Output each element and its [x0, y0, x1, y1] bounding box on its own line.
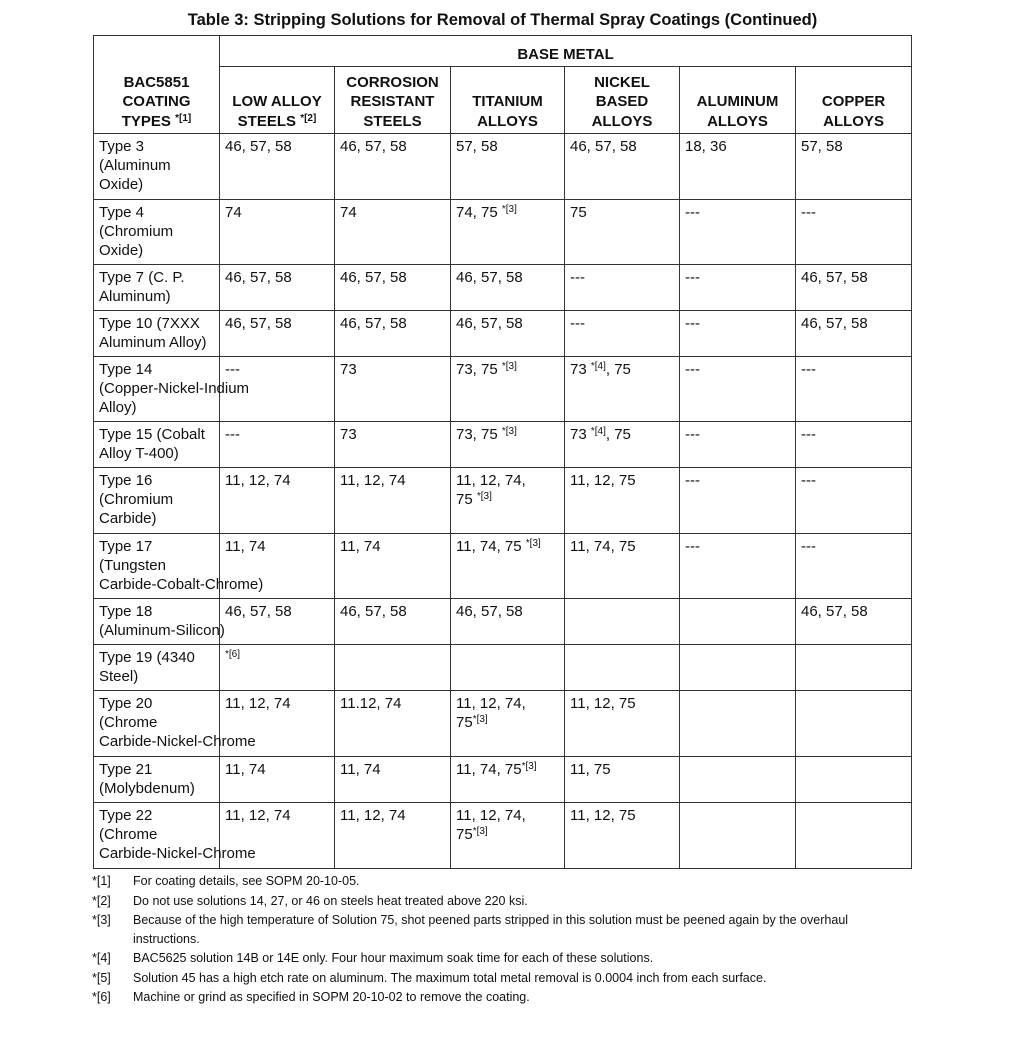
coating-type-line: (Chromium: [99, 223, 174, 240]
coating-type-cell: [94, 357, 250, 422]
solution-cell: [451, 645, 565, 691]
solution-cell: 18, 36: [680, 134, 796, 200]
solution-cell: 73, 75 $^{*[3]}$: [451, 357, 565, 422]
solution-cell: [796, 645, 912, 691]
footnote-ref: *[3]: [525, 538, 541, 549]
coating-type-line: (Chrome: [99, 826, 158, 843]
coating-type-line: Type 4: [99, 204, 145, 221]
solution-cell: 73 $^{*[4]}$, 75: [565, 422, 680, 468]
solution-cell: ---: [796, 357, 912, 422]
column-header-line: CORROSION: [346, 73, 439, 91]
solution-cell: 46, 57, 58: [335, 134, 451, 200]
solution-cell: [680, 757, 796, 803]
solution-cell: 46, 57, 58: [220, 599, 335, 645]
solution-cell: ---: [680, 422, 796, 468]
solution-cell: ---: [220, 422, 335, 468]
table-row: [94, 803, 912, 869]
column-header-line: [796, 73, 911, 93]
solution-cell: 46, 57, 58: [451, 311, 565, 357]
coating-type-line: Steel): [99, 668, 139, 685]
table-row: [94, 691, 912, 757]
coating-type-line: (Copper-Nickel-Indium: [99, 380, 250, 397]
column-header-line: COPPER: [821, 93, 886, 110]
solution-cell: 11, 12, 75: [565, 803, 680, 869]
solution-cell: 11, 12, 74, $75^{*[3]}$: [451, 803, 565, 869]
column-header-line: [451, 73, 564, 93]
solution-cell: 11, 12, 75: [565, 691, 680, 757]
solution-cell: ---: [680, 311, 796, 357]
solution-cell: ---: [796, 200, 912, 265]
footnote-ref: *[4]: [590, 361, 606, 372]
solution-cell: [680, 803, 796, 869]
solution-cell: 11, 12, 74: [220, 468, 335, 534]
footnote-ref: *[3]: [501, 361, 517, 372]
footnote-text: Solution 45 has a high etch rate on aluminum. The maximum total metal removal is 0.0004 inch from each surface.: [133, 970, 767, 985]
coating-type-line: Type 17: [99, 538, 153, 555]
solution-cell: 73 $^{*[4]}$, 75: [565, 357, 680, 422]
coating-type-line: Type 3: [99, 138, 145, 155]
solution-cell: 46, 57, 58: [796, 265, 912, 311]
solution-cell: 11, 12, 74: [220, 803, 335, 869]
coating-type-line: Carbide-Cobalt-Chrome): [99, 576, 264, 593]
coating-type-line: (Chrome: [99, 714, 158, 731]
coating-type-line: Carbide): [99, 510, 157, 527]
solution-cell: 46, 57, 58: [796, 311, 912, 357]
footnotes: [92, 872, 904, 1008]
solution-cell: 11, 12, 74: [335, 803, 451, 869]
solution-cell: 11, 12, 74, $75^{*[3]}$: [451, 691, 565, 757]
footnote-text: Machine or grind as specified in SOPM 20-10-02 to remove the coating.: [133, 990, 530, 1004]
column-header-0: [220, 67, 335, 134]
column-header-line: LOW ALLOY: [232, 93, 322, 110]
column-header-3: [565, 67, 680, 134]
solution-cell: 11, 12, 74, 75 $^{*[3]}$: [451, 468, 565, 534]
footnote: [92, 969, 904, 989]
solution-cell: 46, 57, 58: [451, 265, 565, 311]
table-row: [94, 757, 912, 803]
coating-type-line: (Chromium: [99, 491, 174, 508]
solution-cell: [796, 691, 912, 757]
column-header-line: BASED: [595, 93, 649, 110]
solution-cell: 11, 12, 74: [335, 468, 451, 534]
footnote: [92, 949, 904, 969]
footnote-ref: *[3]: [501, 204, 517, 215]
solution-cell: 73, 75 $^{*[3]}$: [451, 422, 565, 468]
coating-type-line: Alloy T-400): [99, 445, 179, 462]
solution-cell: ---: [680, 534, 796, 599]
stripping-solutions-table: [93, 35, 912, 869]
solution-cell: 11, 74, 75 $^{*[3]}$: [451, 534, 565, 599]
column-header-line: STEELS $^{*[2]}$: [237, 112, 317, 130]
solution-cell: 11, 75: [565, 757, 680, 803]
solution-cell: [796, 803, 912, 869]
solution-cell: 11.12, 74: [335, 691, 451, 757]
column-header-line: ALLOYS: [823, 112, 884, 130]
footnote-ref: *[3]: [472, 714, 488, 725]
coating-type-line: Type 10 (7XXX: [99, 315, 200, 332]
solution-cell: 46, 57, 58: [220, 265, 335, 311]
coating-type-line: Oxide): [99, 176, 144, 193]
solution-cell: ---: [796, 534, 912, 599]
coating-type-line: Type 16: [99, 472, 153, 489]
table-row: [94, 645, 912, 691]
coating-type-line: Aluminum): [99, 288, 171, 305]
coating-types-header: [94, 36, 220, 134]
solution-cell: ---: [680, 200, 796, 265]
solution-cell: 57, 58: [796, 134, 912, 200]
column-header-line: ALUMINUM: [696, 93, 779, 110]
column-header-line: RESISTANT: [350, 93, 435, 110]
solution-cell: 46, 57, 58: [451, 599, 565, 645]
solution-cell: 11, 74, $75^{*[3]}$: [451, 757, 565, 803]
footnote-ref: *[2]: [300, 112, 317, 124]
base-metal-header: BASE METAL: [220, 36, 912, 67]
table-row: [94, 134, 912, 200]
table-row: [94, 265, 912, 311]
table-row: [94, 357, 912, 422]
solution-cell: 11, 74: [220, 757, 335, 803]
footnote-ref: *[3]: [501, 426, 517, 437]
coating-type-cell: [94, 134, 220, 200]
solution-cell: 11, 12, 75: [565, 468, 680, 534]
solution-cell: 74: [220, 200, 335, 265]
footnote-ref: *[1]: [175, 112, 192, 124]
footnote-key: *[4]: [92, 951, 111, 965]
footnote: [92, 892, 904, 912]
solution-cell: 11, 74: [335, 534, 451, 599]
solution-cell: 46, 57, 58: [220, 134, 335, 200]
solution-cell: [335, 645, 451, 691]
footnote-key: *[1]: [92, 874, 111, 888]
column-header-5: [796, 67, 912, 134]
coating-type-line: Oxide): [99, 242, 144, 259]
coating-type-line: (Aluminum-Silicon): [99, 622, 225, 639]
coating-type-line: (Molybdenum): [99, 780, 195, 797]
solution-cell: [680, 645, 796, 691]
solution-cell: 46, 57, 58: [335, 311, 451, 357]
footnote-ref: *[3]: [521, 761, 537, 772]
solution-cell: 74, 75 $^{*[3]}$: [451, 200, 565, 265]
column-header-4: [680, 67, 796, 134]
coating-type-line: Type 14: [99, 361, 153, 378]
footnote-text: Do not use solutions 14, 27, or 46 on steels heat treated above 220 ksi.: [133, 893, 528, 908]
column-header-2: [451, 67, 565, 134]
footnote-ref: *[3]: [472, 826, 488, 837]
solution-cell: 46, 57, 58: [335, 265, 451, 311]
solution-cell: [796, 757, 912, 803]
table-row: [94, 200, 912, 265]
solution-cell: ---: [796, 422, 912, 468]
solution-cell: [680, 691, 796, 757]
column-header-line: NICKEL: [594, 73, 650, 91]
column-header-line: ALLOYS: [591, 112, 653, 130]
coating-type-cell: [94, 311, 220, 357]
solution-cell: 57, 58: [451, 134, 565, 200]
solution-cell: ---: [565, 265, 680, 311]
footnote-ref: *[3]: [476, 491, 492, 502]
coating-type-cell: [94, 265, 220, 311]
solution-cell: 75: [565, 200, 680, 265]
coating-type-cell: [94, 645, 220, 691]
coating-header-line: TYPES $^{*[1]}$: [121, 112, 192, 130]
coating-type-cell: [94, 803, 256, 869]
column-header-1: [335, 67, 451, 134]
column-header-line: STEELS: [363, 112, 422, 130]
column-header-line: TITANIUM: [472, 93, 543, 110]
footnote-ref: *[4]: [590, 426, 606, 437]
footnote: [92, 988, 904, 1008]
solution-cell: 73: [335, 422, 451, 468]
footnote-text: Because of the high temperature of Solution 75, shot peened parts stripped in this solution must be peened again by the overhaul instructions.: [133, 913, 849, 946]
solution-cell: ---: [680, 265, 796, 311]
coating-type-line: Type 19 (4340: [99, 649, 195, 666]
coating-header-line: COATING: [122, 93, 191, 110]
footnote-key: *[5]: [92, 970, 111, 985]
table-row: [94, 422, 912, 468]
footnote: [92, 872, 904, 892]
column-header-line: ALLOYS: [477, 112, 538, 130]
solution-cell: ---: [680, 468, 796, 534]
solution-cell: 11, 74: [220, 534, 335, 599]
coating-type-line: Type 18: [99, 603, 153, 620]
coating-type-cell: [94, 468, 220, 534]
coating-type-cell: [94, 599, 225, 645]
solution-cell: ---: [680, 357, 796, 422]
table-row: [94, 534, 912, 599]
coating-type-line: Type 7 (C. P.: [99, 269, 185, 286]
coating-type-line: Type 22: [99, 807, 153, 824]
solution-cell: 46, 57, 58: [335, 599, 451, 645]
solution-cell: 11, 74: [335, 757, 451, 803]
solution-cell: [565, 599, 680, 645]
footnote-key: *[6]: [92, 990, 111, 1004]
solution-cell: [220, 645, 335, 691]
solution-cell: ---: [565, 311, 680, 357]
coating-type-line: Aluminum Alloy): [99, 334, 207, 351]
solution-cell: 11, 74, 75: [565, 534, 680, 599]
footnote-key: *[2]: [92, 893, 111, 908]
coating-type-line: (Tungsten: [99, 557, 166, 574]
solution-cell: 74: [335, 200, 451, 265]
footnote-text: BAC5625 solution 14B or 14E only. Four hour maximum soak time for each of these solutions.: [133, 951, 654, 965]
coating-type-cell: [94, 200, 220, 265]
solution-cell: ---: [796, 468, 912, 534]
coating-type-cell: [94, 422, 220, 468]
coating-type-line: Type 15 (Cobalt: [99, 426, 205, 443]
table-row: [94, 599, 912, 645]
solution-cell: 46, 57, 58: [565, 134, 680, 200]
footnote-ref: *[6]: [225, 649, 241, 660]
coating-type-cell: [94, 691, 256, 757]
footnote-text: For coating details, see SOPM 20-10-05.: [133, 874, 360, 888]
table-row: [94, 311, 912, 357]
column-header-line: ALLOYS: [707, 112, 768, 130]
column-header-line: [680, 73, 795, 93]
coating-type-line: Alloy): [99, 399, 137, 416]
coating-header-line: BAC5851: [123, 73, 190, 91]
table-title: Table 3: Stripping Solutions for Removal of Thermal Spray Coatings (Continued): [187, 11, 818, 29]
coating-type-cell: [94, 757, 220, 803]
coating-type-line: Type 21: [99, 761, 153, 778]
coating-type-line: Carbide-Nickel-Chrome: [99, 845, 256, 862]
footnote-key: *[3]: [92, 913, 111, 927]
solution-cell: [565, 645, 680, 691]
solution-cell: 46, 57, 58: [796, 599, 912, 645]
solution-cell: [680, 599, 796, 645]
footnote: [92, 911, 904, 949]
coating-type-line: Carbide-Nickel-Chrome: [99, 733, 256, 750]
coating-type-line: Type 20: [99, 695, 153, 712]
solution-cell: ---: [220, 357, 335, 422]
coating-type-line: (Aluminum: [99, 157, 171, 174]
table-row: [94, 468, 912, 534]
column-header-line: [220, 73, 334, 93]
solution-cell: 11, 12, 74: [220, 691, 335, 757]
solution-cell: 73: [335, 357, 451, 422]
solution-cell: 46, 57, 58: [220, 311, 335, 357]
